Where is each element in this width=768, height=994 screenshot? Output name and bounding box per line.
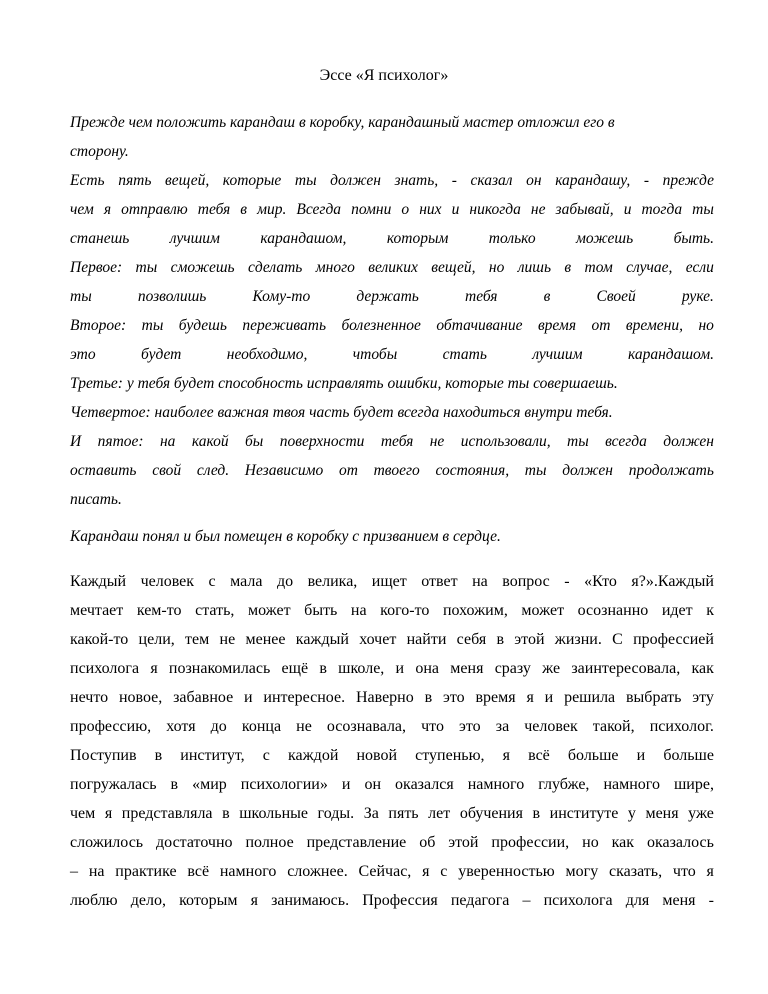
parable-line: Есть пять вещей, которые ты должен знать, - сказал он карандашу, - прежде: [70, 172, 714, 189]
essay-title: Эссе «Я психолог»: [319, 67, 449, 84]
essay-line: мечтает кем-то стать, может быть на кого-то похожим, может осознанно идет к: [70, 602, 714, 619]
parable-closing-line: Карандаш понял и был помещен в коробку с призванием в сердце.: [70, 528, 501, 545]
essay-body: [70, 567, 714, 915]
parable-line: И пятое: на какой бы поверхности тебя не использовали, ты всегда должен: [70, 433, 714, 450]
parable-end-block: [70, 522, 714, 551]
parable-line: это будет необходимо, чтобы стать лучшим карандашом.: [70, 346, 714, 363]
essay-line: Каждый человек с мала до велика, ищет ответ на вопрос - «Кто я?».Каждый: [70, 573, 714, 590]
essay-line: сложилось достаточно полное представление об этой профессии, но как оказалось: [70, 834, 714, 851]
parable-line: ты позволишь Кому-то держать тебя в Своей руке.: [70, 288, 714, 305]
essay-line: погружалась в «мир психологии» и он оказался намного глубже, намного шире,: [70, 776, 714, 793]
parable-line: чем я отправлю тебя в мир. Всегда помни о них и никогда не забывай, и тогда ты: [70, 201, 714, 218]
parable-line: сторону.: [70, 143, 129, 160]
parable-line: Четвертое: наиболее важная твоя часть будет всегда находиться внутри тебя.: [70, 404, 613, 421]
parable-line: Первое: ты сможешь сделать много великих вещей, но лишь в том случае, если: [70, 259, 714, 276]
essay-line: профессию, хотя до конца не осознавала, что это за человек такой, психолог.: [70, 718, 714, 735]
parable-line: Второе: ты будешь переживать болезненное обтачивание время от времени, но: [70, 317, 714, 334]
essay-line: Поступив в институт, с каждой новой ступенью, я всё больше и больше: [70, 747, 714, 764]
parable-line: станешь лучшим карандашом, которым только можешь быть.: [70, 230, 714, 247]
essay-line: нечто новое, забавное и интересное. Наверно в это время я и решила выбрать эту: [70, 689, 714, 706]
parable-line: Третье: у тебя будет способность исправлять ошибки, которые ты совершаешь.: [70, 375, 618, 392]
essay-line: чем я представляла в школьные годы. За пять лет обучения в институте у меня уже: [70, 805, 714, 822]
parable-block: [70, 108, 714, 514]
essay-line: психолога я познакомилась ещё в школе, и она меня сразу же заинтересовала, как: [70, 660, 714, 677]
parable-line: писать.: [70, 491, 122, 508]
parable-line: Прежде чем положить карандаш в коробку, карандашный мастер отложил его в: [70, 114, 615, 131]
essay-line: какой-то цели, тем не менее каждый хочет найти себя в этой жизни. С профессией: [70, 631, 714, 648]
parable-line: оставить свой след. Независимо от твоего состояния, ты должен продолжать: [70, 462, 714, 479]
essay-line: – на практике всё намного сложнее. Сейчас, я с уверенностью могу сказать, что я: [70, 863, 714, 880]
essay-line: люблю дело, которым я занимаюсь. Профессия педагога – психолога для меня -: [70, 892, 714, 909]
